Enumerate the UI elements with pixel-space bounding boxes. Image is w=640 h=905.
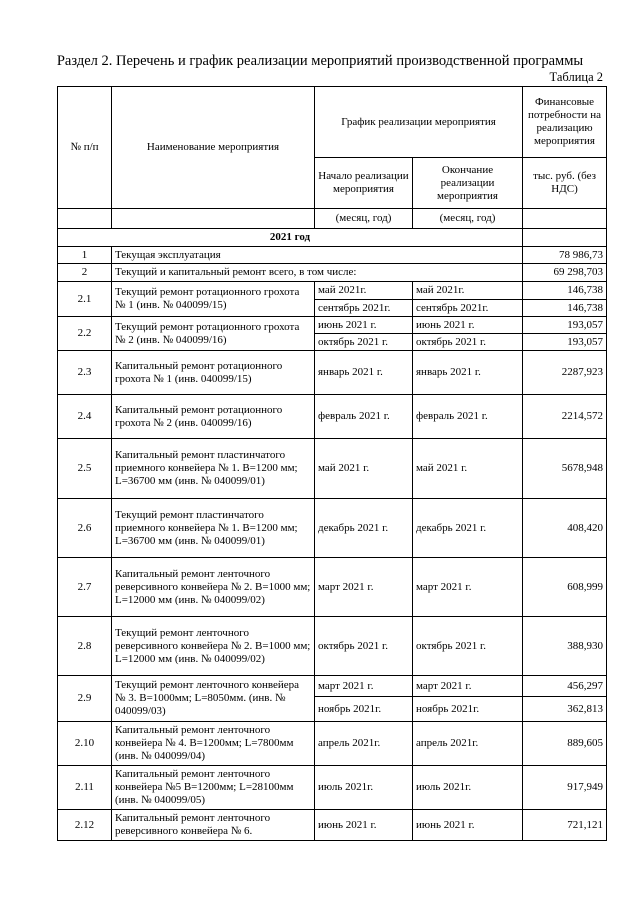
- row-num: 2.2: [58, 317, 112, 351]
- row-value: 362,813: [523, 697, 607, 722]
- row-value: 721,121: [523, 810, 607, 841]
- row-end: октябрь 2021 г.: [413, 617, 523, 676]
- row-end: июнь 2021 г.: [413, 317, 523, 334]
- row-start: октябрь 2021 г.: [315, 334, 413, 351]
- row-value: 917,949: [523, 766, 607, 810]
- table-row: [58, 351, 607, 395]
- row-name: Капитальный ремонт пластинчатого приемного конвейера № 1. В=1200 мм; L=36700 мм (инв. № 040099/01): [112, 439, 315, 499]
- header-month-year-start: (месяц, год): [315, 209, 413, 229]
- row-start: март 2021 г.: [315, 558, 413, 617]
- row-num: 1: [58, 247, 112, 264]
- row-start: май 2021г.: [315, 282, 413, 300]
- row-num: 2.1: [58, 282, 112, 317]
- row-name: Капитальный ремонт ленточного реверсивного конвейера № 6.: [112, 810, 315, 841]
- row-value: 193,057: [523, 334, 607, 351]
- row-end: март 2021 г.: [413, 676, 523, 697]
- program-table: [57, 86, 607, 841]
- row-value: 388,930: [523, 617, 607, 676]
- header-month-year-end: (месяц, год): [413, 209, 523, 229]
- row-name: Капитальный ремонт ротационного грохота № 1 (инв. 040099/15): [112, 351, 315, 395]
- row-end: январь 2021 г.: [413, 351, 523, 395]
- table-row: [58, 676, 607, 697]
- row-value: 408,420: [523, 499, 607, 558]
- header-finance: Финансовые потребности на реализацию мероприятия: [523, 87, 607, 158]
- table-row: [58, 617, 607, 676]
- row-name: Текущий ремонт ротационного грохота № 2 (инв. № 040099/16): [112, 317, 315, 351]
- row-num: 2.9: [58, 676, 112, 722]
- row-value: 69 298,703: [523, 264, 607, 282]
- row-start: май 2021 г.: [315, 439, 413, 499]
- row-value: 889,605: [523, 722, 607, 766]
- row-value: 146,738: [523, 300, 607, 317]
- row-num: 2.11: [58, 766, 112, 810]
- header-name: Наименование мероприятия: [112, 87, 315, 209]
- header-units: тыс. руб. (без НДС): [523, 158, 607, 209]
- row-name: Капитальный ремонт ленточного конвейера №5 В=1200мм; L=28100мм (инв. № 040099/05): [112, 766, 315, 810]
- header-blank-num: [58, 209, 112, 229]
- row-start: февраль 2021 г.: [315, 395, 413, 439]
- row-start: июль 2021г.: [315, 766, 413, 810]
- row-end: июнь 2021 г.: [413, 810, 523, 841]
- year-row: 2021 год: [58, 229, 523, 247]
- row-num: 2.4: [58, 395, 112, 439]
- row-num: 2.3: [58, 351, 112, 395]
- table-caption: Таблица 2: [549, 70, 603, 84]
- row-num: 2.5: [58, 439, 112, 499]
- row-start: ноябрь 2021г.: [315, 697, 413, 722]
- row-name: Текущий ремонт ленточного реверсивного конвейера № 2. В=1000 мм; L=12000 мм (инв. № 040099/02): [112, 617, 315, 676]
- row-value: 2214,572: [523, 395, 607, 439]
- row-end: октябрь 2021 г.: [413, 334, 523, 351]
- table-row: [58, 558, 607, 617]
- header-schedule: График реализации мероприятия: [315, 87, 523, 158]
- row-name: Капитальный ремонт ротационного грохота № 2 (инв. 040099/16): [112, 395, 315, 439]
- table-row: [58, 264, 607, 282]
- row-value: 146,738: [523, 282, 607, 300]
- header-start: Начало реализации мероприятия: [315, 158, 413, 209]
- row-start: декабрь 2021 г.: [315, 499, 413, 558]
- header-num: № п/п: [58, 87, 112, 209]
- row-name: Текущий ремонт ротационного грохота № 1 (инв. № 040099/15): [112, 282, 315, 317]
- row-name: Капитальный ремонт ленточного конвейера № 4. В=1200мм; L=7800мм (инв. № 040099/04): [112, 722, 315, 766]
- table-row: [58, 395, 607, 439]
- row-name: Текущий ремонт ленточного конвейера № 3. В=1000мм; L=8050мм. (инв. № 040099/03): [112, 676, 315, 722]
- row-start: июнь 2021 г.: [315, 810, 413, 841]
- row-name: Капитальный ремонт ленточного реверсивного конвейера № 2. В=1000 мм; L=12000 мм (инв. № 040099/02): [112, 558, 315, 617]
- row-end: ноябрь 2021г.: [413, 697, 523, 722]
- row-name: Текущий ремонт пластинчатого приемного конвейера № 1. В=1200 мм; L=36700 мм (инв. № 040099/01): [112, 499, 315, 558]
- row-value: 608,999: [523, 558, 607, 617]
- table-row: [58, 282, 607, 300]
- row-value: 193,057: [523, 317, 607, 334]
- table-row: [58, 439, 607, 499]
- section-title: Раздел 2. Перечень и график реализации мероприятий производственной программы: [56, 53, 584, 69]
- row-num: 2.12: [58, 810, 112, 841]
- table-row: [58, 810, 607, 841]
- row-end: май 2021 г.: [413, 439, 523, 499]
- table-row: [58, 766, 607, 810]
- row-num: 2.10: [58, 722, 112, 766]
- table-row: [58, 722, 607, 766]
- row-end: февраль 2021 г.: [413, 395, 523, 439]
- row-start: январь 2021 г.: [315, 351, 413, 395]
- row-end: май 2021г.: [413, 282, 523, 300]
- row-end: июль 2021г.: [413, 766, 523, 810]
- row-start: июнь 2021 г.: [315, 317, 413, 334]
- row-num: 2: [58, 264, 112, 282]
- header-blank-name: [112, 209, 315, 229]
- row-num: 2.7: [58, 558, 112, 617]
- row-num: 2.8: [58, 617, 112, 676]
- row-end: декабрь 2021 г.: [413, 499, 523, 558]
- table-row: [58, 247, 607, 264]
- row-value: 2287,923: [523, 351, 607, 395]
- row-end: апрель 2021г.: [413, 722, 523, 766]
- row-end: сентябрь 2021г.: [413, 300, 523, 317]
- header-end: Окончание реализации мероприятия: [413, 158, 523, 209]
- row-value: 78 986,73: [523, 247, 607, 264]
- row-end: март 2021 г.: [413, 558, 523, 617]
- row-value: 456,297: [523, 676, 607, 697]
- year-row-blank: [523, 229, 607, 247]
- row-start: октябрь 2021 г.: [315, 617, 413, 676]
- row-start: март 2021 г.: [315, 676, 413, 697]
- row-num: 2.6: [58, 499, 112, 558]
- table-row: [58, 317, 607, 334]
- header-blank-finance: [523, 209, 607, 229]
- row-start: апрель 2021г.: [315, 722, 413, 766]
- row-start: сентябрь 2021г.: [315, 300, 413, 317]
- table-row: [58, 499, 607, 558]
- row-value: 5678,948: [523, 439, 607, 499]
- row-name: Текущий и капитальный ремонт всего, в том числе:: [112, 264, 523, 282]
- row-name: Текущая эксплуатация: [112, 247, 523, 264]
